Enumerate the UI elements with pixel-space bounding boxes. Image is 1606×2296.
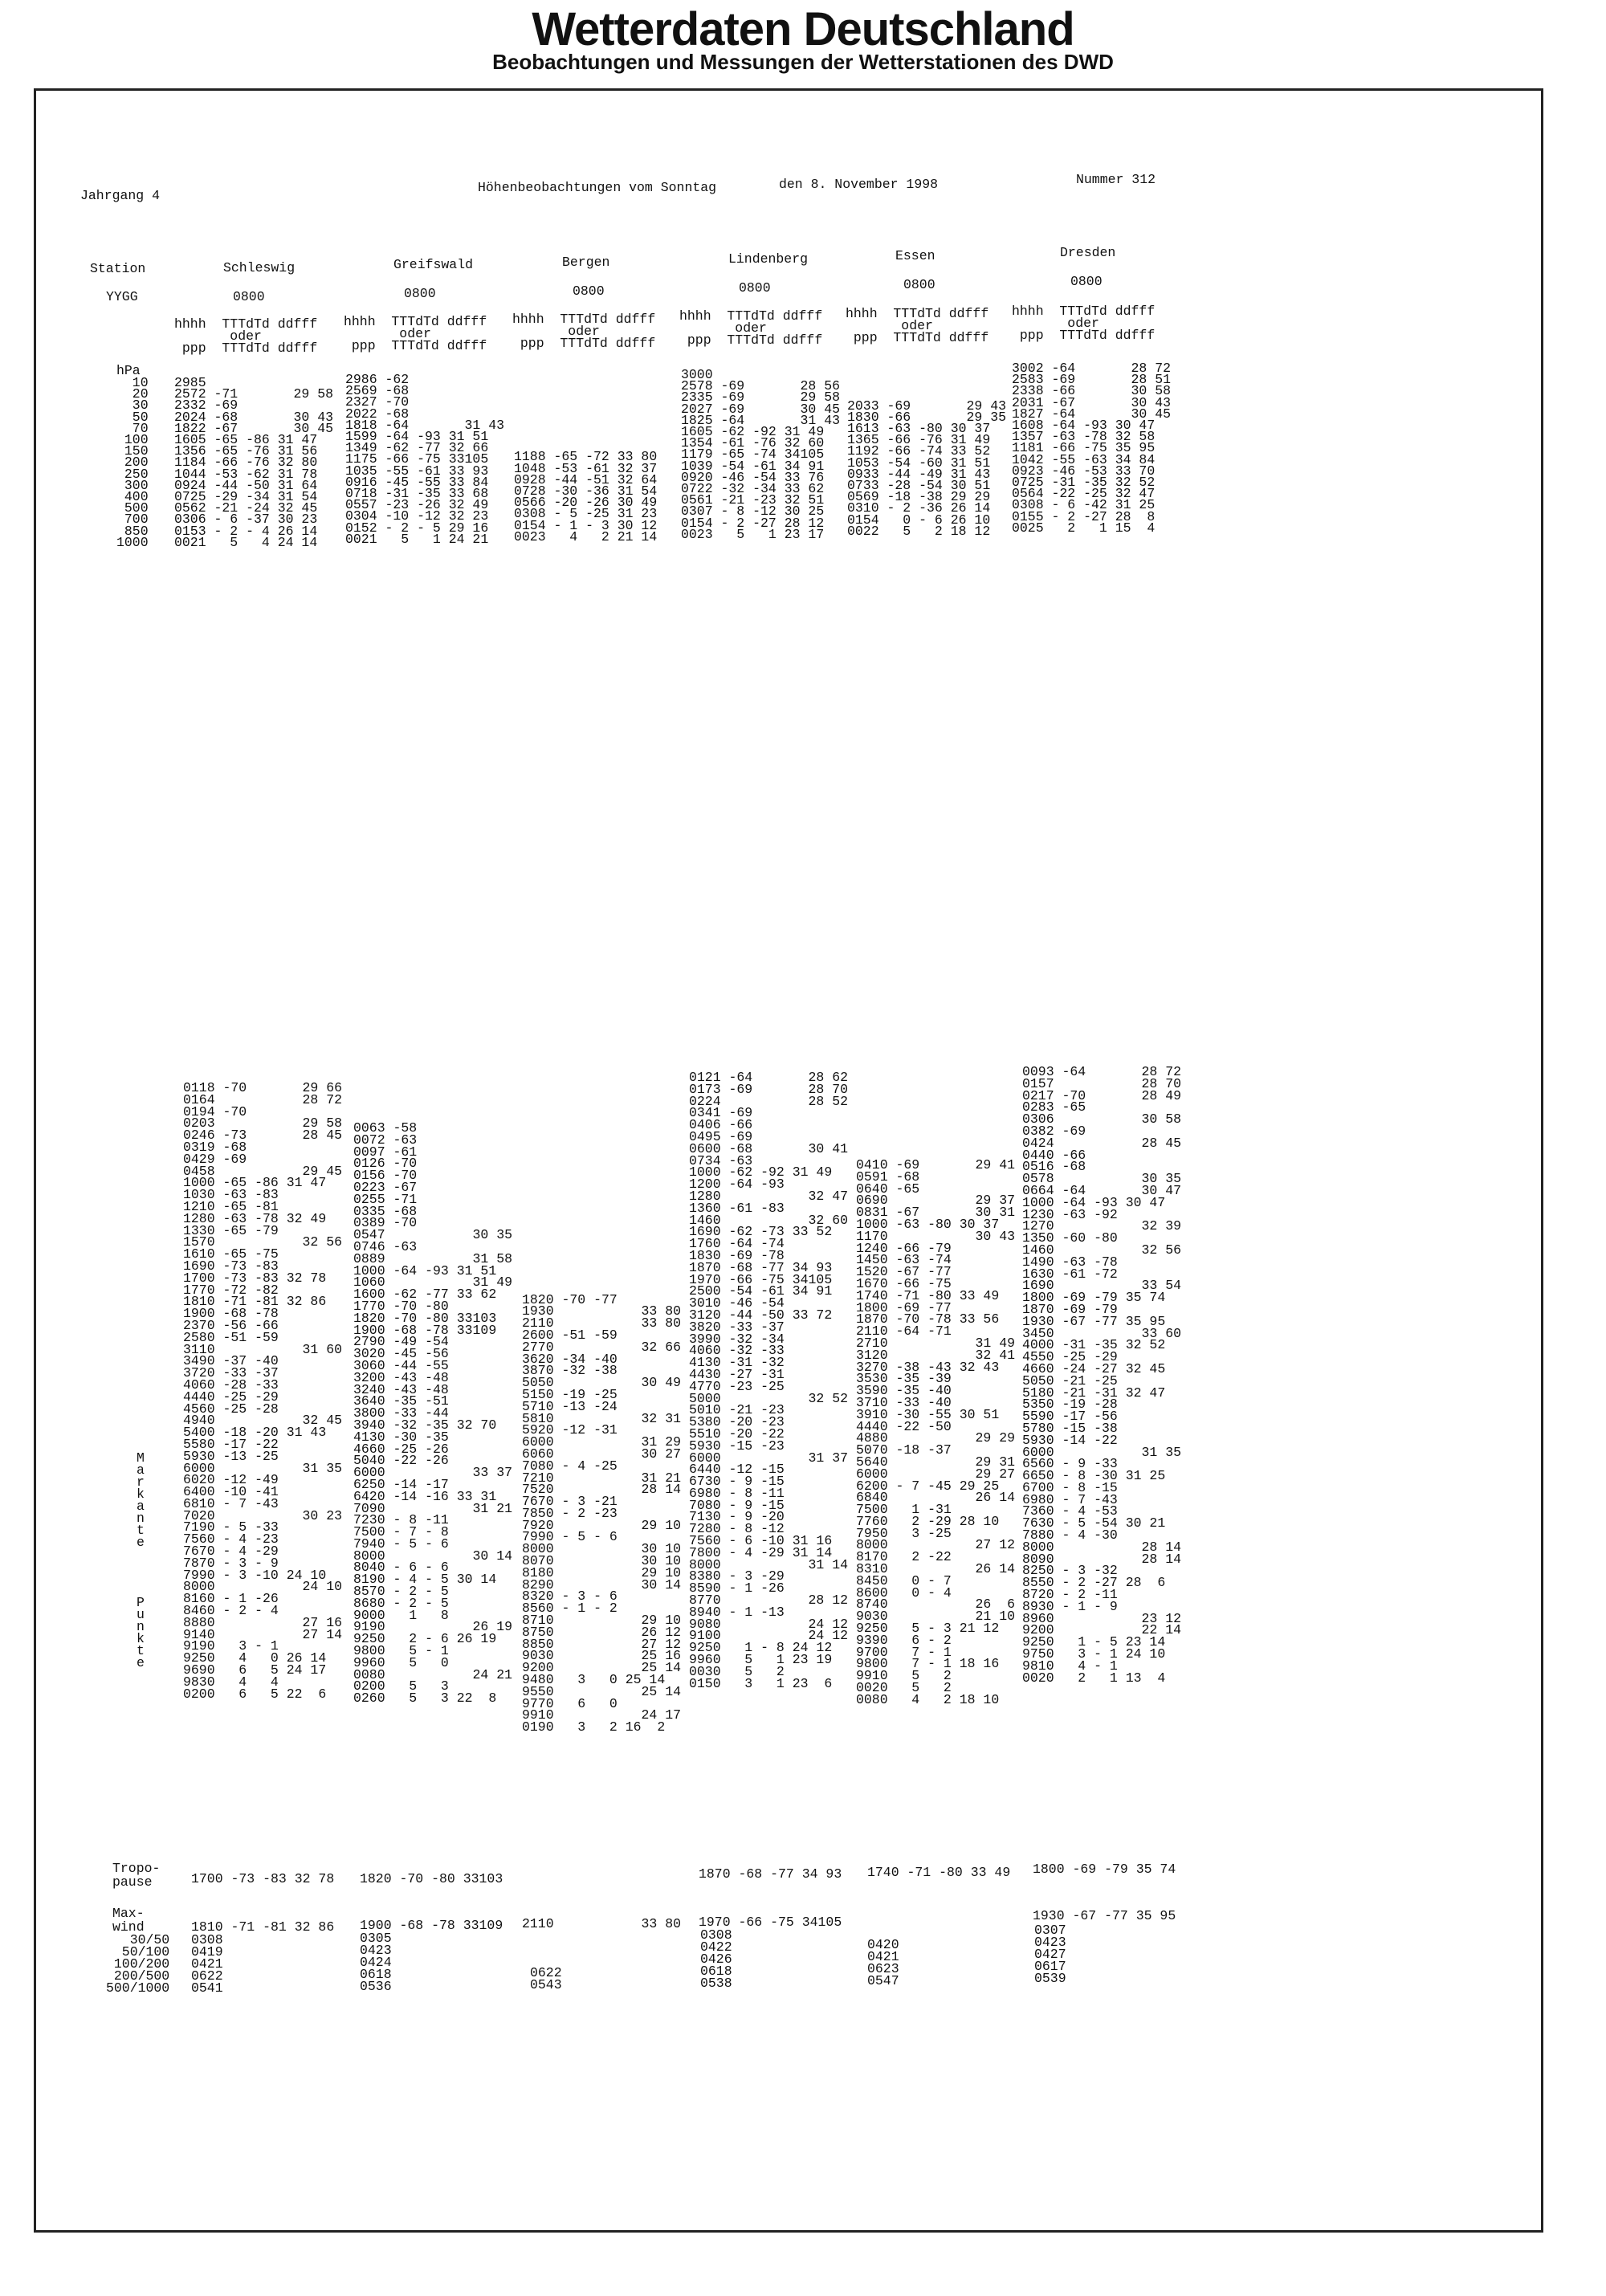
maxwind-label: Max- wind [112, 1906, 145, 1935]
significant-points-data: 0093 -64 28 72 0157 28 70 0217 -70 28 49 0283 -65 0306 30 58 0382 -69 0424 28 45 0440 -66 0516 -68 0578 30 35 0664 -64 30 47 1000 -64 -93 30 47 1230 -63 -92 1270 32 39 1350 -60 -80 1460 32 56 1490 -63 -78 1630 -61 -72 1690 33 54 1800 -69 -79 35 74 1870 -69 -79 1930 -67 -77 35 95 3450 33 60 4000 -31 -35 32 52 4550 -25 -29 4660 -24 -27 32 45 5050 -21 -25 5180 -21 -31 32 47 5350 -19 -28 5590 -17 -56 5780 -15 -38 5930 -14 -22 6000 31 35 6560 - 9 -33 6650 - 8 -30 31 25 6700 - 8 -15 6980 - 7 -43 7360 - 4 -53 7630 - 5 -54 30 21 7880 - 4 -30 8000 28 14 8090 28 14 8250 - 3 -32 8550 - 2 -27 28 6 8720 - 2 -11 8930 - 1 - 9 8960 23 12 9200 22 14 9250 1 - 5 23 14 9750 3 - 1 24 10 9810 4 - 1 0020 2 1 13 4 [1022, 1064, 1182, 1686]
shear-data: 0308 0419 0421 0622 0541 [191, 1932, 223, 1996]
maxwind-data: 1970 -66 -75 34105 [699, 1915, 842, 1930]
maxwind-data: 1930 -67 -77 35 95 [1033, 1908, 1176, 1923]
maxwind-data: 2110 33 80 [522, 1916, 682, 1931]
significant-points-data: 0410 -69 29 41 0591 -68 0640 -65 0690 29 37 0831 -67 30 31 1000 -63 -80 30 37 1170 30 43 1240 -66 -79 1450 -63 -74 1520 -67 -77 1670 -66 -75 1740 -71 -80 33 49 1800 -69 -77 1870 -70 -78 33 56 2110 -64 -71 2710 31 49 3120 32 41 3270 -38 -43 32 43 3530 -35 -39 3590 -35 -40 3710 -33 -40 3910 -30 -55 30 51 4440 -22 -50 4880 29 29 5070 -18 -37 5640 29 31 6000 29 27 6200 - 7 -45 29 25 6840 26 14 7500 1 -31 7760 2 -29 28 10 7950 3 -25 8000 27 12 8170 2 -22 8310 26 14 8450 0 - 7 8600 0 - 4 8740 26 6 9030 21 10 9250 5 - 3 21 12 9390 6 - 2 9700 7 - 1 9800 7 - 1 18 16 9910 5 2 0020 5 2 0080 4 2 18 10 [856, 1156, 1016, 1707]
shear-data: 0308 0422 0426 0618 0538 [700, 1927, 732, 1991]
station-time: 0800 [1070, 274, 1103, 289]
shear-data: 0305 0423 0424 0618 0536 [360, 1931, 392, 1994]
punkte-label: P u n k t e [137, 1595, 145, 1670]
column-header: hhhh TTTdTd ddfff oder ppp TTTdTd ddfff [846, 306, 989, 345]
station-time: 0800 [233, 289, 265, 304]
tropopause-data: 1870 -68 -77 34 93 [699, 1866, 842, 1882]
observation-label: Höhenbeobachtungen vom Sonntag [478, 180, 717, 195]
date-label: den 8. November 1998 [779, 177, 939, 192]
significant-points-data: 1820 -70 -77 1930 33 80 2110 33 80 2600 -51 -59 2770 32 66 3620 -34 -40 3870 -32 -38 5050 30 49 5150 -19 -25 5710 -13 -24 5810 32 31 5920 -12 -31 6000 31 29 6060 30 27 7080 - 4 -25 7210 31 21 7520 28 14 7670 - 3 -21 7850 - 2 -23 7920 29 10 7990 - 5 - 6 8000 30 10 8070 30 10 8180 29 10 8290 30 14 8320 - 3 - 6 8560 - 1 - 2 8710 29 10 8750 26 12 8850 27 12 9030 25 16 9200 25 14 9480 3 0 25 14 9550 25 14 9770 6 0 9910 24 17 0190 3 2 16 2 [522, 1291, 682, 1735]
tropopause-label: Tropo- pause [112, 1861, 161, 1890]
column-header: hhhh TTTdTd ddfff oder ppp TTTdTd ddfff [679, 308, 823, 348]
station-label: Station [90, 261, 146, 276]
page-subtitle: Beobachtungen und Messungen der Wetterstationen des DWD [492, 50, 1114, 74]
column-header: hhhh TTTdTd ddfff oder ppp TTTdTd ddfff [174, 316, 318, 356]
column-header: hhhh TTTdTd ddfff oder ppp TTTdTd ddfff [1012, 304, 1156, 343]
tropopause-data: 1700 -73 -83 32 78 [191, 1871, 335, 1886]
jahrgang-label: Jahrgang 4 [80, 188, 161, 203]
maxwind-data: 1810 -71 -81 32 86 [191, 1919, 335, 1935]
station-time: 0800 [739, 280, 771, 296]
issue-number: Nummer 312 [1076, 172, 1156, 187]
station-time: 0800 [903, 277, 935, 292]
maxwind-data: 1900 -68 -78 33109 [360, 1918, 503, 1933]
column-header: hhhh TTTdTd ddfff oder ppp TTTdTd ddfff [344, 314, 487, 353]
station-name: Greifswald [393, 257, 474, 272]
standard-levels-data: 1188 -65 -72 33 80 1048 -53 -61 32 37 0928 -44 -51 32 64 0728 -30 -36 31 54 0566 -20 -26 30 49 0308 - 5 -25 31 23 0154 - 1 - 3 30 12 0023 4 2 21 14 [514, 449, 658, 544]
significant-points-data: 0063 -58 0072 -63 0097 -61 0126 -70 0156 -70 0223 -67 0255 -71 0335 -68 0389 -70 0547 30 35 0746 -63 0889 31 58 1000 -64 -93 31 51 1060 31 49 1600 -62 -77 33 62 1770 -70 -80 1820 -70 -80 33103 1900 -68 -78 33109 2790 -49 -54 3020 -45 -56 3060 -44 -55 3200 -43 -48 3240 -43 -48 3640 -35 -51 3800 -33 -44 3940 -32 -35 32 70 4130 -30 -35 4660 -25 -26 5040 -22 -26 6000 33 37 6250 -14 -17 6420 -14 -16 33 31 7090 31 21 7230 - 8 -11 7500 - 7 - 8 7940 - 5 - 6 8000 30 14 8040 - 6 - 6 8190 - 4 - 5 30 14 8570 - 2 - 5 8680 - 2 - 5 9000 1 8 9190 26 19 9250 2 - 6 26 19 9800 5 - 1 9960 5 0 0080 24 21 0200 5 3 0260 5 3 22 8 [353, 1120, 513, 1707]
station-time: 0800 [404, 286, 436, 301]
tropopause-data: 1820 -70 -80 33103 [360, 1871, 503, 1886]
shear-data: 0307 0423 0427 0617 0539 [1034, 1923, 1066, 1986]
shear-data: 0420 0421 0623 0547 [867, 1937, 899, 1988]
station-name: Essen [895, 248, 935, 263]
standard-levels-data: 3002 -64 28 72 2583 -69 28 51 2338 -66 30 58 2031 -67 30 43 1827 -64 30 45 1608 -64 -93 30 47 1357 -63 -78 32 58 1181 -66 -75 35 95 1042 -55 -63 34 84 0923 -46 -53 33 70 0725 -31 -35 32 52 0564 -22 -25 32 47 0308 - 6 -42 31 25 0155 - 2 -27 28 8 0025 2 1 15 4 [1012, 361, 1172, 536]
column-header: hhhh TTTdTd ddfff oder ppp TTTdTd ddfff [512, 312, 656, 351]
station-name: Dresden [1060, 245, 1116, 260]
station-time: 0800 [573, 283, 605, 299]
station-name: Lindenberg [728, 251, 809, 267]
tropopause-data: 1740 -71 -80 33 49 [867, 1865, 1011, 1880]
pressure-levels: 10 20 30 50 70 100 150 200 250 300 400 500 700 850 1000 [116, 375, 149, 550]
standard-levels-data: 3000 2578 -69 28 56 2335 -69 29 58 2027 -69 30 45 1825 -64 31 43 1605 -62 -92 31 49 1354 -61 -76 32 60 1179 -65 -74 34105 1039 -54 -61 34 91 0920 -46 -54 33 76 0722 -32 -34 33 62 0561 -21 -23 32 51 0307 - 8 -12 30 25 0154 - 2 -27 28 12 0023 5 1 23 17 [681, 367, 841, 542]
station-name: Bergen [562, 255, 610, 270]
station-name: Schleswig [223, 260, 296, 275]
page-title: Wetterdaten Deutschland [532, 3, 1074, 55]
markante-label: M a r k a n t e [137, 1450, 145, 1550]
hpa-label: hPa [116, 363, 141, 378]
standard-levels-data: 2986 -62 2569 -68 2327 -70 2022 -68 1818 -64 31 43 1599 -64 -93 31 51 1349 -62 -77 32 66 1175 -66 -75 33105 1035 -55 -61 33 93 0916 -45 -55 33 84 0718 -31 -35 33 68 0557 -23 -26 32 49 0304 -10 -12 32 23 0152 - 2 - 5 29 16 0021 5 1 24 21 [345, 372, 505, 547]
significant-points-data: 0118 -70 29 66 0164 28 72 0194 -70 0203 29 58 0246 -73 28 45 0319 -68 0429 -69 0458 29 45 1000 -65 -86 31 47 1030 -63 -83 1210 -65 -81 1280 -63 -78 32 49 1330 -65 -79 1570 32 56 1610 -65 -75 1690 -73 -83 1700 -73 -83 32 78 1770 -72 -82 1810 -71 -81 32 86 1900 -68 -78 2370 -56 -66 2580 -51 -59 3110 31 60 3490 -37 -40 3720 -33 -37 4060 -28 -33 4440 -25 -29 4560 -25 -28 4940 32 45 5400 -18 -20 31 43 5580 -17 -22 5930 -13 -25 6000 31 35 6020 -12 -49 6400 -10 -41 6810 - 7 -43 7020 30 23 7190 - 5 -33 7560 - 4 -23 7670 - 4 -29 7870 - 3 - 9 7990 - 3 -10 24 10 8000 24 10 8160 - 1 -26 8460 - 2 - 4 8880 27 16 9140 27 14 9190 3 - 1 9250 4 0 26 14 9690 6 5 24 17 9830 4 4 0200 6 5 22 6 [183, 1080, 343, 1702]
tropopause-data: 1800 -69 -79 35 74 [1033, 1862, 1176, 1877]
standard-levels-data: 2033 -69 29 43 1830 -66 29 35 1613 -63 -80 30 37 1365 -66 -76 31 49 1192 -66 -74 33 52 1053 -54 -60 31 51 0933 -44 -49 31 43 0733 -28 -54 30 51 0569 -18 -38 29 29 0310 - 2 -36 26 14 0154 0 - 6 26 10 0022 5 2 18 12 [847, 398, 1007, 539]
shear-data: 0622 0543 [530, 1965, 562, 1992]
standard-levels-data: 2985 2572 -71 29 58 2332 -69 2024 -68 30 43 1822 -67 30 45 1605 -65 -86 31 47 1356 -65 -76 31 56 1184 -66 -76 32 80 1044 -53 -62 31 78 0924 -44 -50 31 64 0725 -29 -34 31 54 0562 -21 -24 32 45 0306 - 6 -37 30 23 0153 - 2 - 4 26 14 0021 5 4 24 14 [174, 375, 334, 550]
significant-points-data: 0121 -64 28 62 0173 -69 28 70 0224 28 52 0341 -69 0406 -66 0495 -69 0600 -68 30 41 0734 -63 1000 -62 -92 31 49 1200 -64 -93 1280 32 47 1360 -61 -83 1460 32 60 1690 -62 -73 33 52 1760 -64 -74 1830 -69 -78 1870 -68 -77 34 93 1970 -66 -75 34105 2500 -54 -61 34 91 3010 -46 -54 3120 -44 -50 33 72 3820 -33 -37 3990 -32 -34 4060 -32 -33 4130 -31 -32 4430 -27 -31 4770 -23 -25 5000 32 52 5010 -21 -23 5380 -20 -23 5510 -20 -22 5930 -15 -23 6000 31 37 6440 -12 -15 6730 - 9 -15 6980 - 8 -11 7080 - 9 -15 7130 - 9 -20 7280 - 8 -12 7560 - 6 -10 31 16 7800 - 4 -29 31 14 8000 31 14 8380 - 3 -29 8590 - 1 -26 8770 28 12 8940 - 1 -13 9080 24 12 9100 24 12 9250 1 - 8 24 12 9960 5 1 23 19 0030 5 2 0150 3 1 23 6 [689, 1070, 849, 1691]
yygg-label: YYGG [106, 289, 138, 304]
shear-levels: 30/50 50/100 100/200 200/500 500/1000 [106, 1932, 170, 1996]
